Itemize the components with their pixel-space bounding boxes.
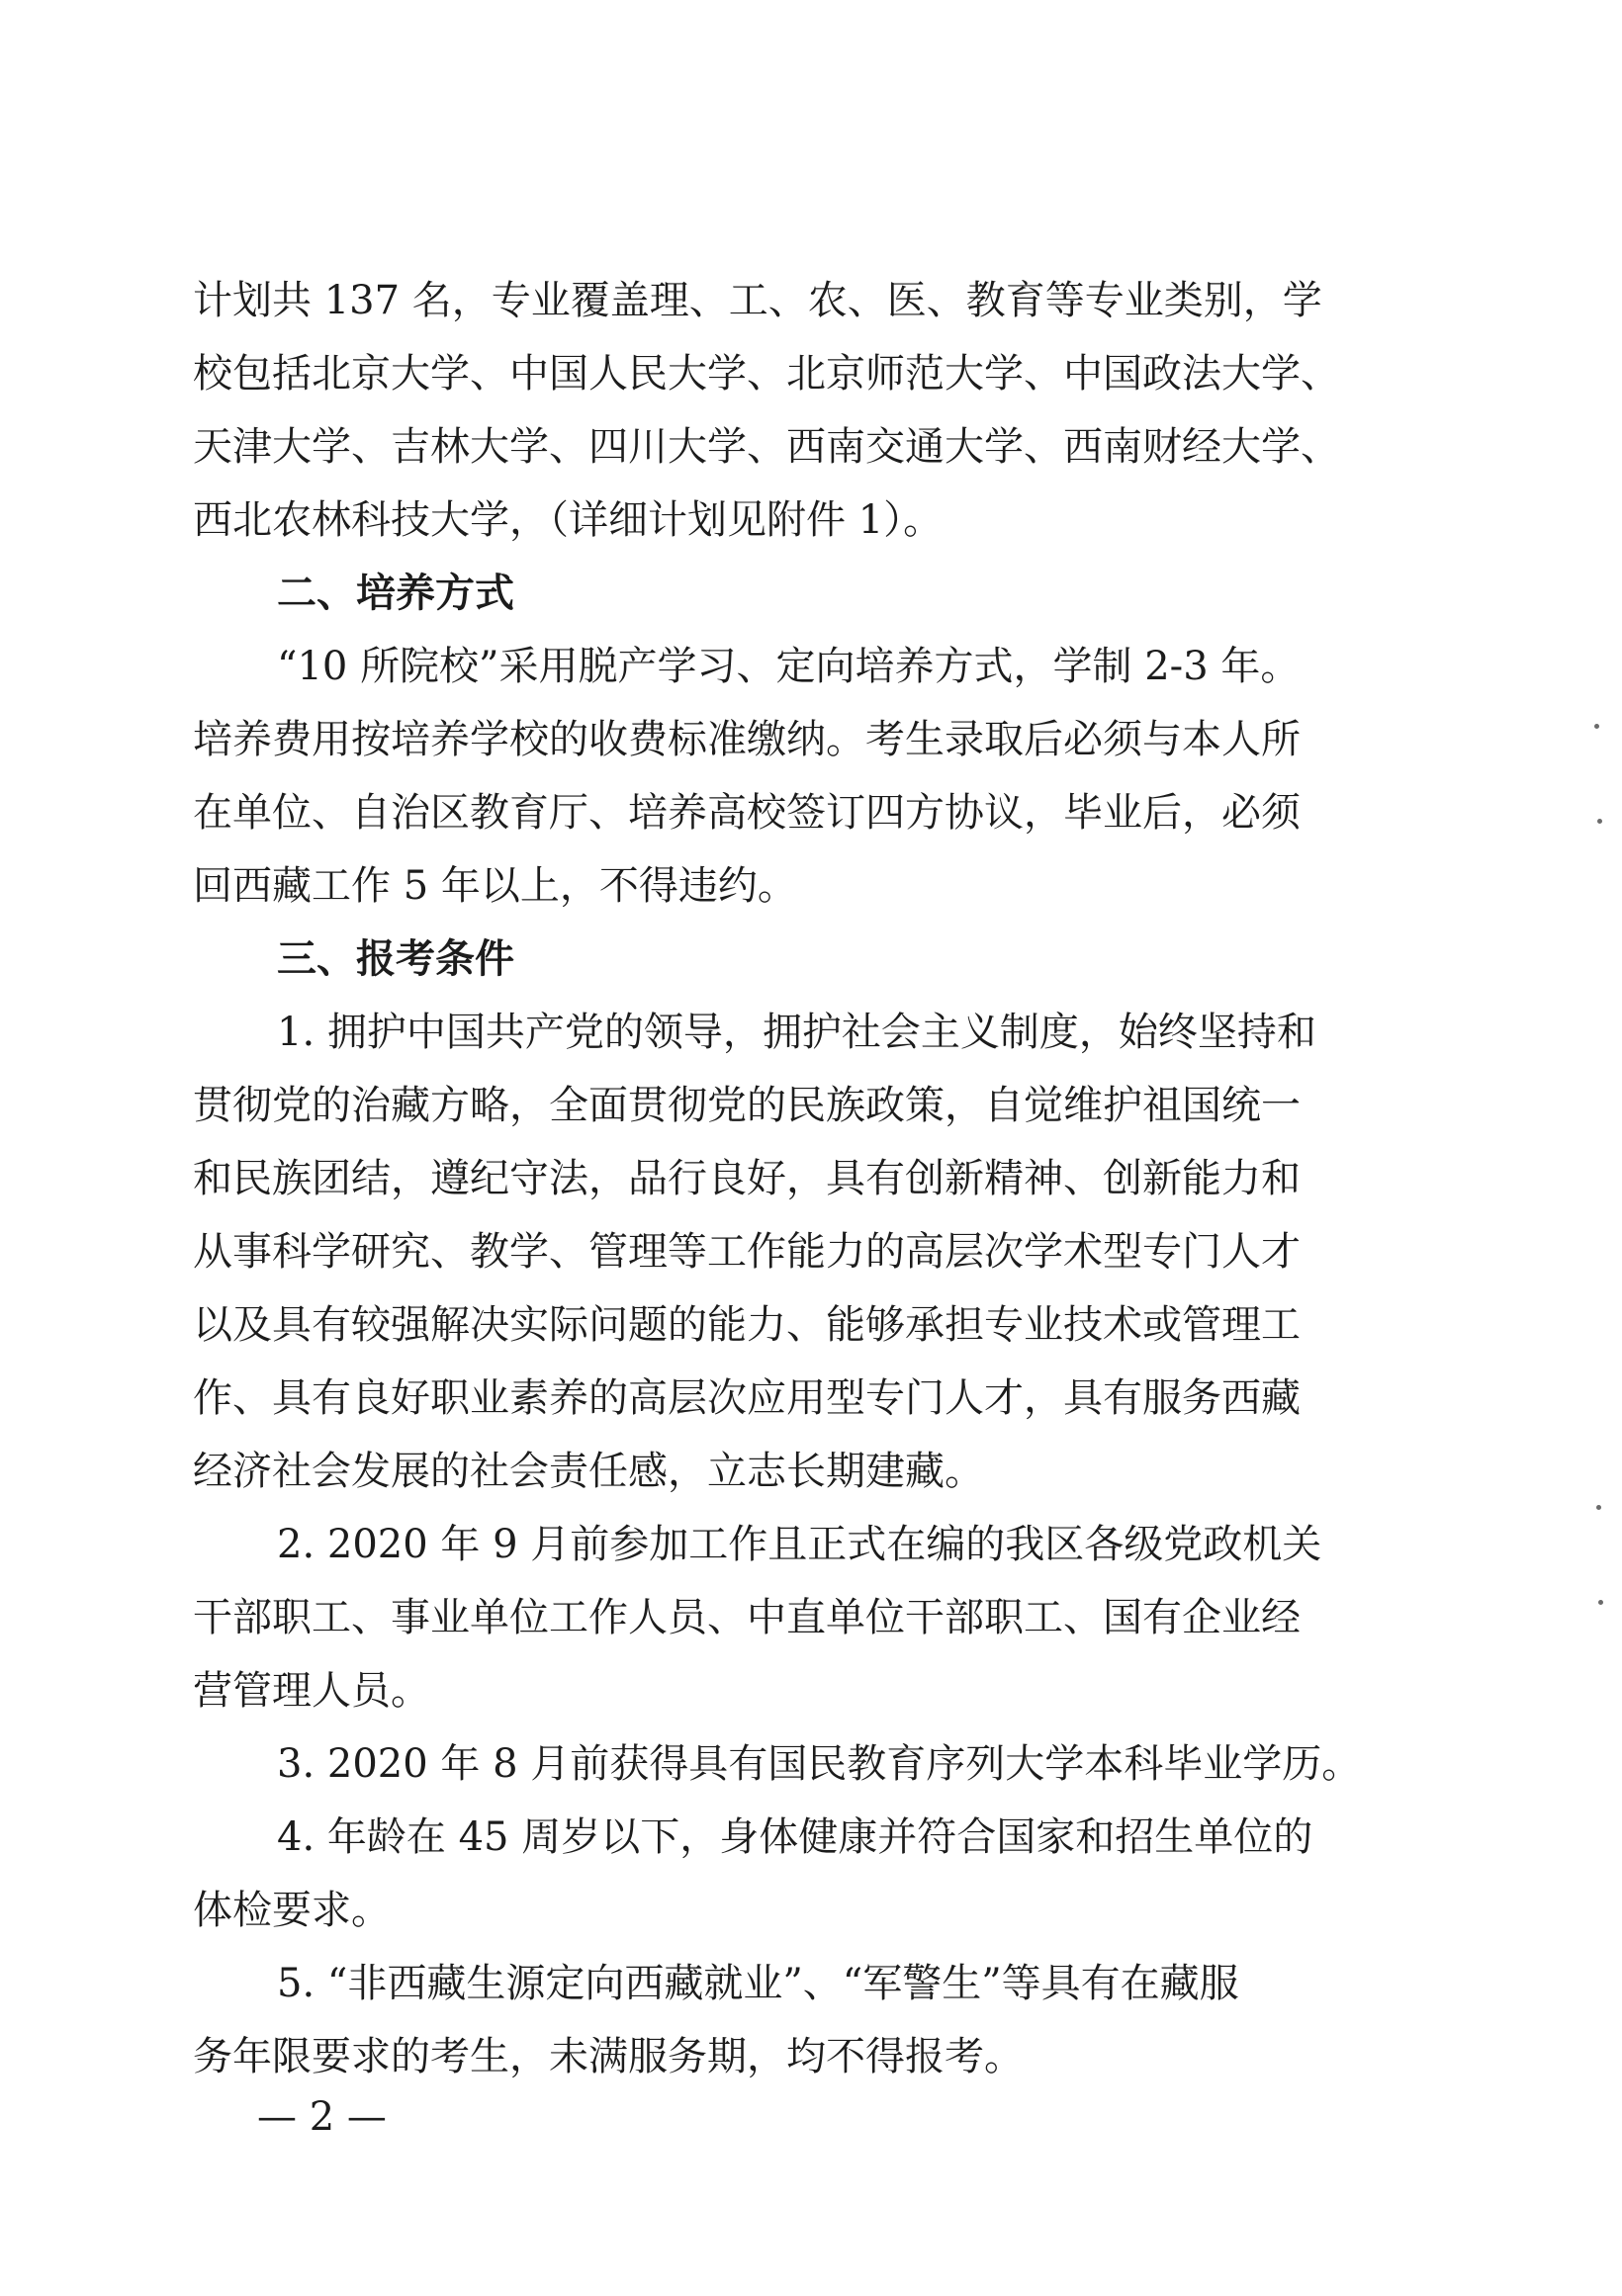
text-line: 体检要求。: [193, 1888, 391, 1933]
text-line: 从事科学研究、教学、管理等工作能力的高层次学术型专门人才: [193, 1229, 1301, 1275]
scan-speck: [1596, 1505, 1601, 1510]
text-line: 3. 2020 年 8 月前获得具有国民教育序列大学本科毕业学历。: [277, 1741, 1362, 1787]
text-line: 作、具有良好职业素养的高层次应用型专门人才，具有服务西藏: [193, 1375, 1301, 1421]
text-line: “10 所院校”采用脱产学习、定向培养方式，学制 2-3 年。: [277, 644, 1301, 689]
text-line: 以及具有较强解决实际问题的能力、能够承担专业技术或管理工: [193, 1302, 1301, 1348]
text-line: 计划共 137 名，专业覆盖理、工、农、医、教育等专业类别，学: [193, 278, 1322, 323]
section-heading-requirements: 三、报考条件: [277, 936, 514, 982]
text-line: 5. “非西藏生源定向西藏就业”、“军警生”等具有在藏服: [277, 1961, 1239, 2006]
text-line: 在单位、自治区教育厅、培养高校签订四方协议，毕业后，必须: [193, 790, 1301, 836]
scan-speck: [1598, 1600, 1603, 1605]
page-number: — 2 —: [257, 2094, 387, 2140]
text-line: 贯彻党的治藏方略，全面贯彻党的民族政策，自觉维护祖国统一: [193, 1083, 1301, 1128]
text-line: 西北农林科技大学，（详细计划见附件 1）。: [193, 497, 944, 543]
text-line: 经济社会发展的社会责任感，立志长期建藏。: [193, 1449, 984, 1494]
text-line: 1. 拥护中国共产党的领导，拥护社会主义制度，始终坚持和: [277, 1010, 1316, 1055]
text-line: 务年限要求的考生，未满服务期，均不得报考。: [193, 2034, 1024, 2079]
text-line: 4. 年龄在 45 周岁以下，身体健康并符合国家和招生单位的: [277, 1814, 1313, 1860]
text-line: 2. 2020 年 9 月前参加工作且正式在编的我区各级党政机关: [277, 1522, 1322, 1567]
text-line: 营管理人员。: [193, 1668, 430, 1714]
scan-speck: [1594, 724, 1599, 729]
text-line: 和民族团结，遵纪守法，品行良好，具有创新精神、创新能力和: [193, 1156, 1301, 1201]
text-line: 回西藏工作 5 年以上，不得违约。: [193, 863, 797, 909]
scan-speck: [1597, 819, 1602, 824]
text-line: 校包括北京大学、中国人民大学、北京师范大学、中国政法大学、: [193, 351, 1340, 397]
text-line: 天津大学、吉林大学、四川大学、西南交通大学、西南财经大学、: [193, 424, 1340, 470]
section-heading-training-method: 二、培养方式: [277, 571, 514, 616]
text-line: 干部职工、事业单位工作人员、中直单位干部职工、国有企业经: [193, 1595, 1301, 1640]
text-line: 培养费用按培养学校的收费标准缴纳。考生录取后必须与本人所: [193, 717, 1301, 762]
